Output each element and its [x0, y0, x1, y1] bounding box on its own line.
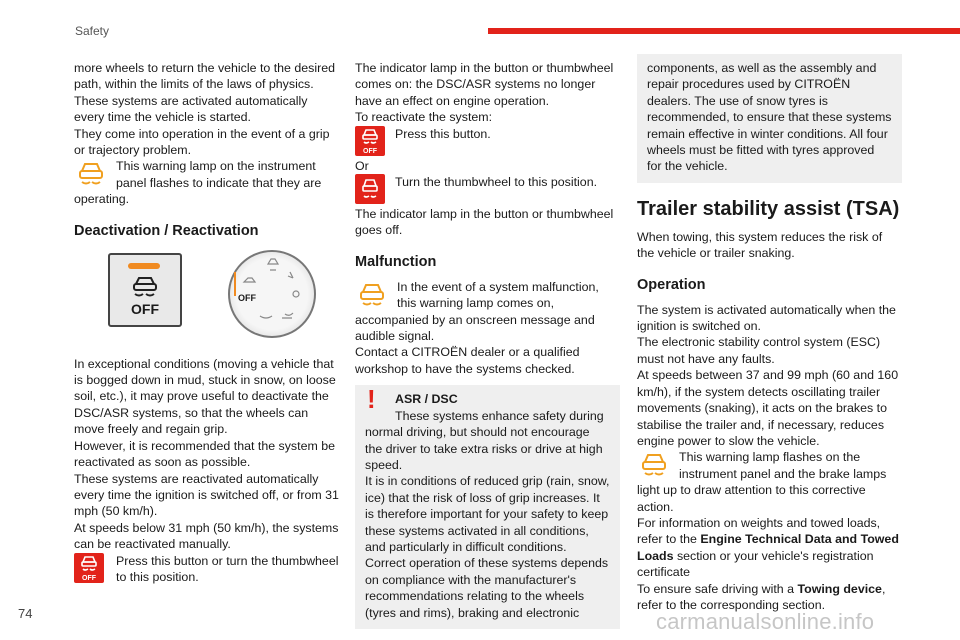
bold-reference: Engine Technical Data and Towed Loads [637, 532, 899, 563]
heading-operation: Operation [637, 276, 706, 293]
bold-reference: Towing device [797, 581, 882, 596]
paragraph: Contact a CITROËN dealer or a qualified workshop to have the systems checked. [355, 345, 580, 376]
text-span: For information on weights and towed loads, refer to the [637, 515, 881, 547]
dial-mode-icons [230, 252, 314, 336]
heading-deactivation: Deactivation / Reactivation [74, 222, 259, 239]
paragraph-towed-loads [637, 515, 902, 581]
paragraph: The indicator lamp in the button or thumbwheel goes off. [355, 207, 614, 238]
skid-warning-lamp-icon [355, 279, 393, 311]
red-off-button-icon [355, 126, 389, 158]
paragraph: When towing, this system reduces the risk of the vehicle or trailer snaking. [637, 229, 883, 261]
paragraph: These systems are reactivated automatically every time the ignition is switched off, or from 31 mph (50 km/h). [74, 471, 339, 519]
section-title: Safety [75, 24, 110, 38]
text-span: , refer to the corresponding section. [637, 581, 886, 612]
svg-text:OFF: OFF [363, 147, 377, 155]
skid-warning-lamp-icon [74, 158, 112, 190]
warning-title: ASR / DSC [395, 392, 458, 407]
svg-text:OFF: OFF [82, 574, 96, 582]
heading-tsa: Trailer stability assist (TSA) [637, 197, 900, 220]
warning-box [355, 385, 620, 629]
paragraph: It is in conditions of reduced grip (rain, snow, ice) that the risk of loss of grip increases. It is therefore important for your safety to keep these systems activated in all conditions, and particularly in difficult conditions. [365, 474, 610, 554]
tsa-lamp-row [637, 449, 902, 515]
text-span: section or your vehicle's registration certificate [637, 548, 874, 580]
paragraph: This warning lamp flashes on the instrument panel and the brake lamps light up to draw attention to this corrective action. [637, 450, 887, 514]
column-2 [355, 60, 620, 629]
paragraph: Press this button. [395, 126, 491, 141]
paragraph: These systems enhance safety during normal driving, but should not encourage the driver to take extra risks or drive at high speed. [365, 408, 604, 472]
paragraph: The system is activated automatically when the ignition is switched on. [637, 302, 896, 334]
indicator-lamp [128, 263, 160, 269]
off-button-row [74, 553, 339, 586]
skid-car-icon [130, 275, 160, 297]
or-label: Or [355, 158, 369, 173]
header-accent-bar [488, 28, 960, 34]
paragraph: In the event of a system malfunction, this warning lamp comes on, accompanied by an onscreen message and audible signal. [355, 279, 599, 344]
red-thumbwheel-icon [355, 174, 389, 206]
warning-exclamation-icon: ! [367, 384, 376, 415]
paragraph: At speeds between 37 and 99 mph (60 and 160 km/h), if the system detects oscillating trailer movements (snaking), it acts on the brakes to stabilise the trailer and, if necessary, reduces engine power to slow the vehicle. [637, 368, 899, 448]
text-span: To ensure safe driving with a [637, 581, 798, 596]
paragraph: In exceptional conditions (moving a vehicle that is bogged down in mud, stuck in snow, on loose soil, etc.), it may prove useful to deactivate the DSC/ASR systems, so that the wheels can move freely and regain grip. [74, 356, 336, 437]
page-number: 74 [18, 606, 33, 621]
paragraph: The indicator lamp in the button or thumbwheel comes on: the DSC/ASR systems no longer have an effect on engine operation. [355, 61, 614, 108]
off-label: OFF [131, 300, 159, 317]
skid-warning-lamp-icon [637, 449, 675, 481]
column-3 [637, 60, 902, 613]
paragraph: Press this button or turn the thumbwheel to this position. [116, 553, 339, 584]
paragraph: more wheels to return the vehicle to the desired path, within the limits of the laws of physics. These systems are activated automatically every time the vehicle is started. [74, 61, 336, 125]
column-1 [74, 60, 339, 585]
controls-illustration [74, 248, 339, 344]
paragraph: They come into operation in the event of a grip or trajectory problem. [74, 126, 330, 158]
paragraph: However, it is recommended that the system be reactivated as soon as possible. [74, 438, 336, 470]
watermark: carmanualsonline.info [656, 609, 875, 634]
red-off-button-icon [74, 553, 108, 585]
warning-lamp-row [74, 158, 339, 207]
paragraph: The electronic stability control system (ESC) must not have any faults. [637, 335, 881, 366]
malfunction-lamp-row [355, 279, 620, 345]
dsc-off-button[interactable] [108, 253, 182, 327]
thumbwheel-row [355, 174, 620, 206]
dial-off-label: OFF [238, 292, 256, 303]
heading-malfunction: Malfunction [355, 253, 437, 270]
paragraph: components, as well as the assembly and repair procedures used by CITROËN dealers. The use of snow tyres is recommended, to ensure that these systems remain effective in winter conditions. All four wheels must be fitted with tyres approved for the vehicle. [647, 61, 892, 174]
paragraph: At speeds below 31 mph (50 km/h), the systems can be reactivated manually. [74, 520, 339, 552]
paragraph: Turn the thumbwheel to this position. [395, 175, 598, 190]
paragraph: Correct operation of these systems depends on compliance with the manufacturer's recommendations relating to the wheels (tyres and rims), braking and electronic [365, 556, 609, 620]
continued-warning-box [637, 54, 902, 183]
press-button-row [355, 126, 620, 158]
mode-thumbwheel[interactable] [228, 250, 316, 338]
paragraph: To reactivate the system: [355, 110, 493, 125]
paragraph: This warning lamp on the instrument panel flashes to indicate that they are operating. [74, 159, 322, 207]
